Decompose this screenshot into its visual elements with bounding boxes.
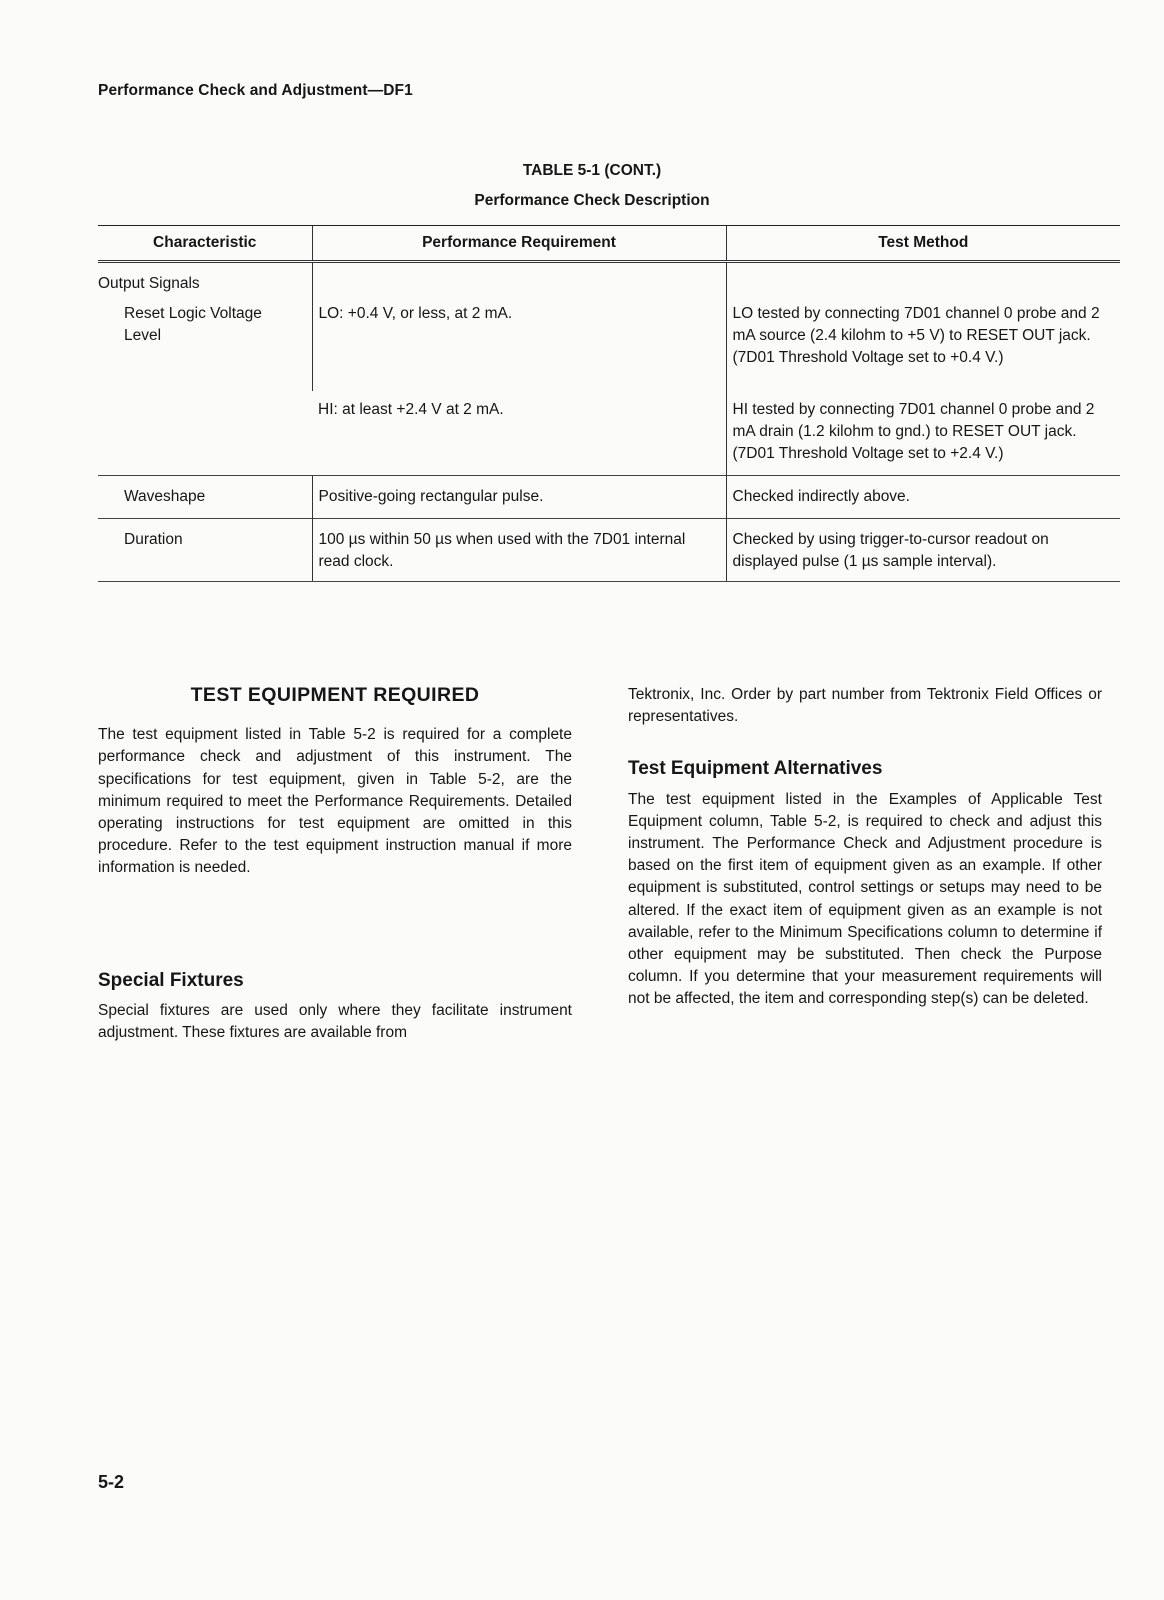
method-hi: HI tested by connecting 7D01 channel 0 probe and 2 mA drain (1.2 kilohm to gnd.) to RESET OUT jack. (7D01 Threshold Voltage set to +2.4 V.): [726, 399, 1120, 476]
method-cell: Checked indirectly above.: [726, 476, 1120, 519]
body-paragraph: Tektronix, Inc. Order by part number from Tektronix Field Offices or representatives.: [628, 686, 1102, 726]
characteristic-line: Level: [124, 327, 162, 344]
table-row: [98, 303, 1120, 391]
characteristic-cell: [98, 303, 312, 476]
characteristic-line: Reset Logic Voltage: [124, 305, 262, 322]
characteristic-cell: Duration: [98, 519, 312, 582]
body-paragraph: Special fixtures are used only where they facilitate instrument adjustment. These fixtures are available from: [98, 1001, 572, 1042]
body-paragraph: The test equipment listed in Table 5-2 is required for a complete performance check and adjustment of this instrument. The specifications for test equipment, given in Table 5-2, are the minimum required to meet the Performance Requirements. Detailed operating instructions for test equipment are omitted in this procedure. Refer to the test equipment instruction manual if more information is needed.: [98, 726, 572, 877]
performance-check-table: [98, 225, 1120, 582]
section-heading: TEST EQUIPMENT REQUIRED: [190, 684, 480, 706]
running-head: Performance Check and Adjustment—DF1: [98, 82, 413, 99]
subsection-heading: Test Equipment Alternatives: [628, 758, 883, 780]
body-paragraph: The test equipment listed in the Examples of Applicable Test Equipment column, Table 5-2, is required to check and adjust this instrument. The Performance Check and Adjustment procedure is based on the first item of equipment given as an example. If other equipment is substituted, control settings or setups may need to be altered. If the exact item of equipment given as an example is not available, refer to the Minimum Specifications column to determine if other equipment may be substituted. Then check the Purpose column. If you determine that your measurement requirements will not be affected, the item and corresponding step(s) can be deleted.: [628, 790, 1102, 1008]
requirement-cell: 100 µs within 50 µs when used with the 7D01 internal read clock.: [312, 519, 726, 582]
requirement-lo: LO: +0.4 V, or less, at 2 mA.: [312, 303, 726, 391]
subsection-heading: Special Fixtures: [98, 969, 244, 991]
right-column: [628, 684, 1102, 1011]
requirement-cell: Positive-going rectangular pulse.: [312, 476, 726, 519]
header-performance-requirement: Performance Requirement: [312, 226, 726, 262]
table-row: [98, 519, 1120, 582]
method-cell: Checked by using trigger-to-cursor readout on displayed pulse (1 µs sample interval).: [726, 519, 1120, 582]
table-row: [98, 476, 1120, 519]
page-number: 5-2: [98, 1472, 125, 1492]
characteristic-cell: Waveshape: [98, 476, 312, 519]
header-test-method: Test Method: [726, 226, 1120, 262]
requirement-hi: HI: at least +2.4 V at 2 mA.: [318, 401, 504, 418]
table-header-row: [98, 226, 1120, 262]
table-row: [98, 273, 1120, 295]
table-title: TABLE 5-1 (CONT.): [522, 162, 662, 179]
method-lo: LO tested by connecting 7D01 channel 0 probe and 2 mA source (2.4 kilohm to +5 V) to RESET OUT jack. (7D01 Threshold Voltage set to +0.4 V.): [726, 303, 1120, 391]
table-subtitle: Performance Check Description: [474, 192, 710, 209]
header-characteristic: Characteristic: [98, 226, 312, 262]
left-column: [98, 684, 572, 1044]
group-label: Output Signals: [98, 275, 200, 292]
